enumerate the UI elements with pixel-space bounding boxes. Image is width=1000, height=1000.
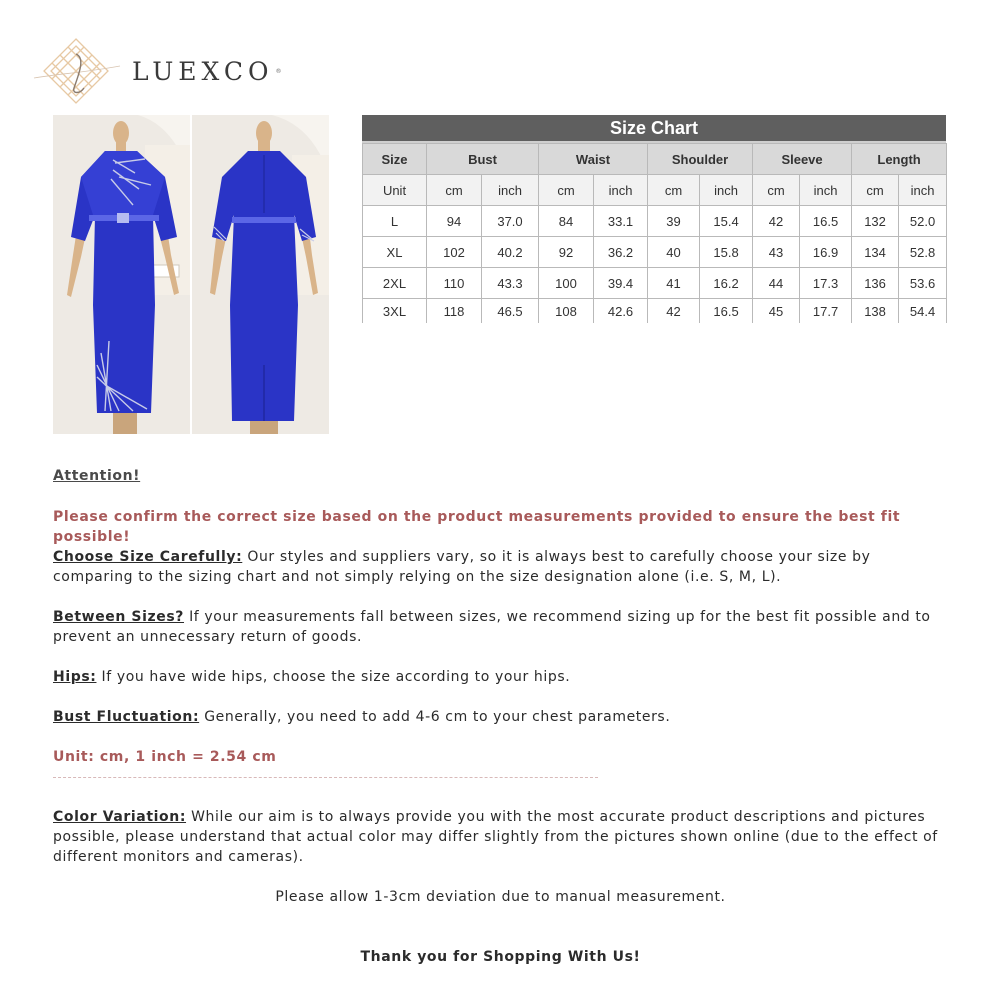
brand-name: LUEXCO: [132, 56, 274, 86]
table-cell: L: [363, 206, 427, 237]
choose-size-label: Choose Size Carefully:: [53, 549, 243, 565]
bust-fluctuation-text: Generally, you need to add 4-6 cm to your chest parameters.: [199, 709, 671, 725]
table-cell: 2XL: [363, 268, 427, 299]
color-variation-label: Color Variation:: [53, 809, 187, 825]
table-cell: 15.4: [700, 206, 753, 237]
table-cell: 42.6: [594, 299, 648, 324]
table-cell: 15.8: [700, 237, 753, 268]
header-length: Length: [852, 144, 947, 175]
table-cell: cm: [648, 175, 700, 206]
table-cell: 37.0: [482, 206, 539, 237]
table-cell: 41: [648, 268, 700, 299]
table-cell: 39: [648, 206, 700, 237]
hips-label: Hips:: [53, 669, 97, 685]
header-size: Size: [363, 144, 427, 175]
header-bust: Bust: [427, 144, 539, 175]
choose-size-note: [53, 547, 948, 587]
table-cell: 16.5: [800, 206, 852, 237]
table-cell: cm: [427, 175, 482, 206]
table-cell: inch: [899, 175, 947, 206]
thank-you-message: Thank you for Shopping With Us!: [360, 949, 641, 965]
table-cell: 16.5: [700, 299, 753, 324]
table-header-row: [363, 144, 947, 175]
table-cell: 40: [648, 237, 700, 268]
table-cell: 45: [753, 299, 800, 324]
table-cell: 43: [753, 237, 800, 268]
table-cell: 17.3: [800, 268, 852, 299]
table-cell: cm: [539, 175, 594, 206]
table-cell: 92: [539, 237, 594, 268]
brand-logo-icon: [28, 36, 124, 106]
hips-text: If you have wide hips, choose the size according to your hips.: [96, 669, 571, 685]
table-cell: inch: [800, 175, 852, 206]
table-cell: 40.2: [482, 237, 539, 268]
table-cell: 33.1: [594, 206, 648, 237]
product-photo-front: [53, 115, 190, 434]
table-cell: XL: [363, 237, 427, 268]
table-row: [363, 299, 947, 324]
table-cell: 42: [753, 206, 800, 237]
dashed-divider: [53, 777, 598, 778]
brand-logo: [28, 36, 282, 106]
table-cell: inch: [482, 175, 539, 206]
table-cell: 46.5: [482, 299, 539, 324]
header-waist: Waist: [539, 144, 648, 175]
hips-note: [53, 667, 948, 687]
between-sizes-label: Between Sizes?: [53, 609, 185, 625]
table-cell: 134: [852, 237, 899, 268]
attention-label: Attention!: [53, 468, 141, 484]
unit-conversion: Unit: cm, 1 inch = 2.54 cm: [53, 749, 277, 765]
table-cell: 17.7: [800, 299, 852, 324]
table-cell: Unit: [363, 175, 427, 206]
table-row: [363, 268, 947, 299]
registered-mark: ®: [275, 67, 282, 75]
size-chart-title: Size Chart: [362, 115, 946, 143]
color-variation-note: [53, 807, 948, 867]
table-cell: 42: [648, 299, 700, 324]
table-cell: 132: [852, 206, 899, 237]
table-cell: 94: [427, 206, 482, 237]
table-cell: 53.6: [899, 268, 947, 299]
table-cell: cm: [852, 175, 899, 206]
table-cell: 52.8: [899, 237, 947, 268]
choose-size-text: Our styles and suppliers vary, so it is always best to carefully choose your size by comparing to the sizing chart and not simply relying on the size designation alone (i.e. S, M, L).: [53, 549, 871, 585]
table-cell: inch: [594, 175, 648, 206]
unit-row: [363, 175, 947, 206]
deviation-note: Please allow 1-3cm deviation due to manual measurement.: [275, 889, 726, 905]
color-variation-text: While our aim is to always provide you with the most accurate product descriptions and pictures possible, please understand that actual color may differ slightly from the pictures shown online (due to the effect of different monitors and cameras).: [53, 809, 938, 865]
table-cell: 16.2: [700, 268, 753, 299]
table-cell: cm: [753, 175, 800, 206]
table-cell: 84: [539, 206, 594, 237]
table-row: [363, 206, 947, 237]
attention-heading: [53, 466, 948, 486]
table-cell: 138: [852, 299, 899, 324]
between-sizes-note: [53, 607, 948, 647]
table-cell: 102: [427, 237, 482, 268]
header-sleeve: Sleeve: [753, 144, 852, 175]
bust-fluctuation-note: [53, 707, 948, 727]
table-cell: 110: [427, 268, 482, 299]
table-cell: 54.4: [899, 299, 947, 324]
table-cell: 39.4: [594, 268, 648, 299]
table-cell: 43.3: [482, 268, 539, 299]
table-cell: inch: [700, 175, 753, 206]
size-chart: [362, 115, 946, 323]
table-cell: 16.9: [800, 237, 852, 268]
table-cell: 100: [539, 268, 594, 299]
confirm-size-notice: Please confirm the correct size based on the product measurements provided to ensure the best fit possible!: [53, 509, 901, 545]
table-cell: 52.0: [899, 206, 947, 237]
between-sizes-text: If your measurements fall between sizes, we recommend sizing up for the best fit possible and to prevent an unnecessary return of goods.: [53, 609, 931, 645]
product-photo-back: [192, 115, 329, 434]
table-row: [363, 237, 947, 268]
table-cell: 36.2: [594, 237, 648, 268]
table-cell: 44: [753, 268, 800, 299]
table-cell: 3XL: [363, 299, 427, 324]
header-shoulder: Shoulder: [648, 144, 753, 175]
size-table: [362, 143, 947, 323]
table-cell: 136: [852, 268, 899, 299]
bust-fluctuation-label: Bust Fluctuation:: [53, 709, 200, 725]
table-cell: 118: [427, 299, 482, 324]
table-cell: 108: [539, 299, 594, 324]
